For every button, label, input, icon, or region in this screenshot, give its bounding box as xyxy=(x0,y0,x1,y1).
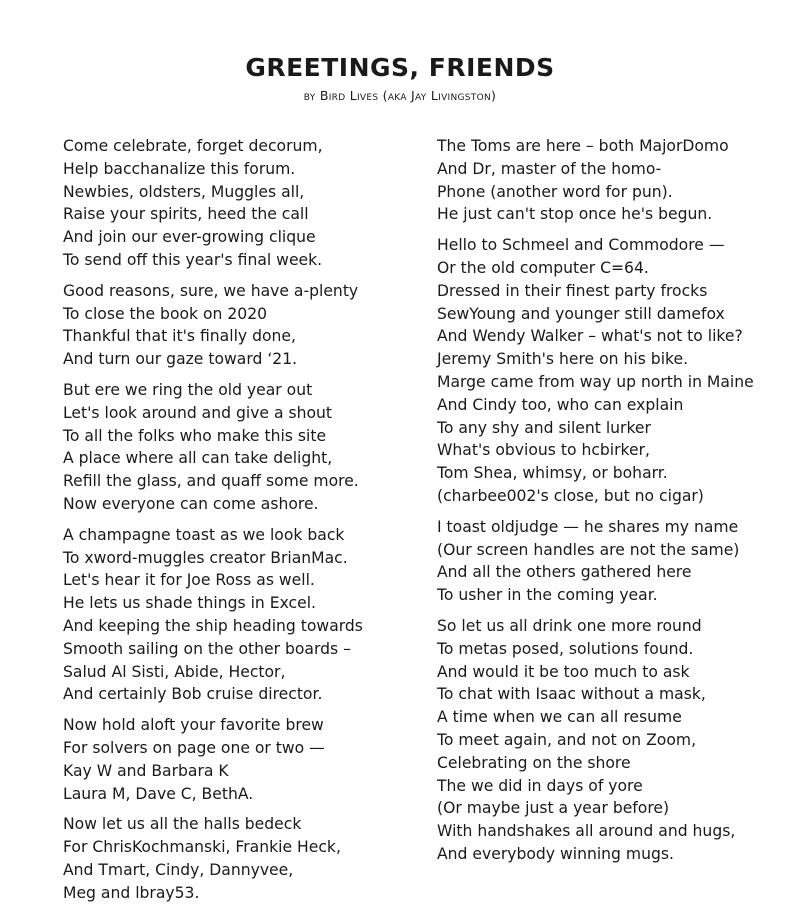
poem-byline: by Bird Lives (aka Jay Livingston) xyxy=(303,88,497,103)
poem-line: Or the old computer C=64. xyxy=(437,258,649,277)
poem-line: SewYoung and younger still damefox xyxy=(437,304,725,323)
poem-line: (Our screen handles are not the same) xyxy=(437,540,740,559)
poem-line: Raise your spirits, heed the call xyxy=(63,205,309,224)
stanza xyxy=(63,135,433,272)
poem-line: And would it be too much to ask xyxy=(437,662,690,681)
poem-line: And join our ever-growing clique xyxy=(63,228,316,247)
stanza xyxy=(437,516,800,607)
poem-line: Now let us all the halls bedeck xyxy=(63,815,302,834)
stanza xyxy=(437,615,800,866)
poem-line: To meet again, and not on Zoom, xyxy=(437,730,697,749)
poem-line: And Cindy too, who can explain xyxy=(437,395,684,414)
poem-line: To xword-muggles creator BrianMac. xyxy=(63,548,348,567)
poem-line: To all the folks who make this site xyxy=(63,426,327,445)
poem-line: And Wendy Walker – what's not to like? xyxy=(437,327,743,346)
stanza xyxy=(63,813,433,904)
poem-line: The we did in days of yore xyxy=(437,776,643,795)
stanza xyxy=(63,524,433,706)
poem-line: The Toms are here – both MajorDomo xyxy=(437,137,729,155)
stanza xyxy=(63,280,433,371)
poem-line: Let's hear it for Joe Ross as well. xyxy=(63,571,315,590)
poem-line: Now hold aloft your favorite brew xyxy=(63,716,324,735)
poem-line: Let's look around and give a shout xyxy=(63,403,333,422)
poem-line: He lets us shade things in Excel. xyxy=(63,594,317,613)
poem-line: He just can't stop once he's begun. xyxy=(437,205,713,224)
poem-line: What's obvious to hcbirker, xyxy=(437,441,650,460)
poem-line: And turn our gaze toward ‘21. xyxy=(63,350,298,369)
poem-line: A place where all can take delight, xyxy=(63,449,333,468)
poem-line: Good reasons, sure, we have a-plenty xyxy=(63,281,359,300)
poem-line: But ere we ring the old year out xyxy=(63,380,313,399)
poem-line: Refill the glass, and quaff some more. xyxy=(63,472,359,491)
poem-line: Kay W and Barbara K xyxy=(63,761,229,780)
poem-line: To any shy and silent lurker xyxy=(437,418,651,437)
stanza xyxy=(437,234,800,508)
poem-line: Marge came from way up north in Maine xyxy=(437,372,754,391)
poem-line: To metas posed, solutions found. xyxy=(437,639,694,658)
poem-line: Help bacchanalize this forum. xyxy=(63,159,296,178)
poem-line: Dressed in their finest party frocks xyxy=(437,281,708,300)
poem-line: And all the others gathered here xyxy=(437,563,692,582)
poem-line: A champagne toast as we look back xyxy=(63,525,345,544)
poem-line: For solvers on page one or two — xyxy=(63,738,325,757)
poem-line: With handshakes all around and hugs, xyxy=(437,822,736,841)
poem-line: And keeping the ship heading towards xyxy=(63,616,363,635)
poem-line: Come celebrate, forget decorum, xyxy=(63,137,323,155)
stanza xyxy=(63,714,433,805)
stanza xyxy=(63,379,433,516)
right-column xyxy=(437,135,800,874)
poem-line: Tom Shea, whimsy, or boharr. xyxy=(437,464,668,483)
poem-line: Celebrating on the shore xyxy=(437,753,631,772)
stanza xyxy=(437,135,800,226)
poem-line: I toast oldjudge — he shares my name xyxy=(437,517,739,536)
poem-line: Now everyone can come ashore. xyxy=(63,494,319,513)
poem-line: Hello to Schmeel and Commodore — xyxy=(437,236,725,255)
poem-line: To usher in the coming year. xyxy=(437,586,658,605)
poem-line: Jeremy Smith's here on his bike. xyxy=(437,350,689,369)
poem-line: Smooth sailing on the other boards – xyxy=(63,639,351,658)
poem-line: (charbee002's close, but no cigar) xyxy=(437,486,704,505)
poem-line: Phone (another word for pun). xyxy=(437,182,673,201)
poem-line: To send off this year's final week. xyxy=(63,250,323,269)
left-column xyxy=(63,135,433,913)
poem-line: And certainly Bob cruise director. xyxy=(63,685,323,704)
poem-line: Newbies, oldsters, Muggles all, xyxy=(63,182,305,201)
poem-line: And Dr, master of the homo- xyxy=(437,159,662,178)
poem-line: Salud Al Sisti, Abide, Hector, xyxy=(63,662,286,681)
poem-line: (Or maybe just a year before) xyxy=(437,799,670,818)
poem-title: GREETINGS, FRIENDS xyxy=(245,53,555,82)
poem-line: Meg and lbray53. xyxy=(63,883,200,902)
poem-line: So let us all drink one more round xyxy=(437,616,702,635)
poem-line: To chat with Isaac without a mask, xyxy=(437,685,706,704)
poem-line: To close the book on 2020 xyxy=(63,304,268,323)
poem-line: A time when we can all resume xyxy=(437,708,682,727)
poem-line: And Tmart, Cindy, Dannyvee, xyxy=(63,860,294,879)
poem-line: Thankful that it's finally done, xyxy=(63,327,296,346)
poem-line: And everybody winning mugs. xyxy=(437,844,674,863)
poem-line: For ChrisKochmanski, Frankie Heck, xyxy=(63,838,341,857)
poem-line: Laura M, Dave C, BethA. xyxy=(63,784,254,803)
